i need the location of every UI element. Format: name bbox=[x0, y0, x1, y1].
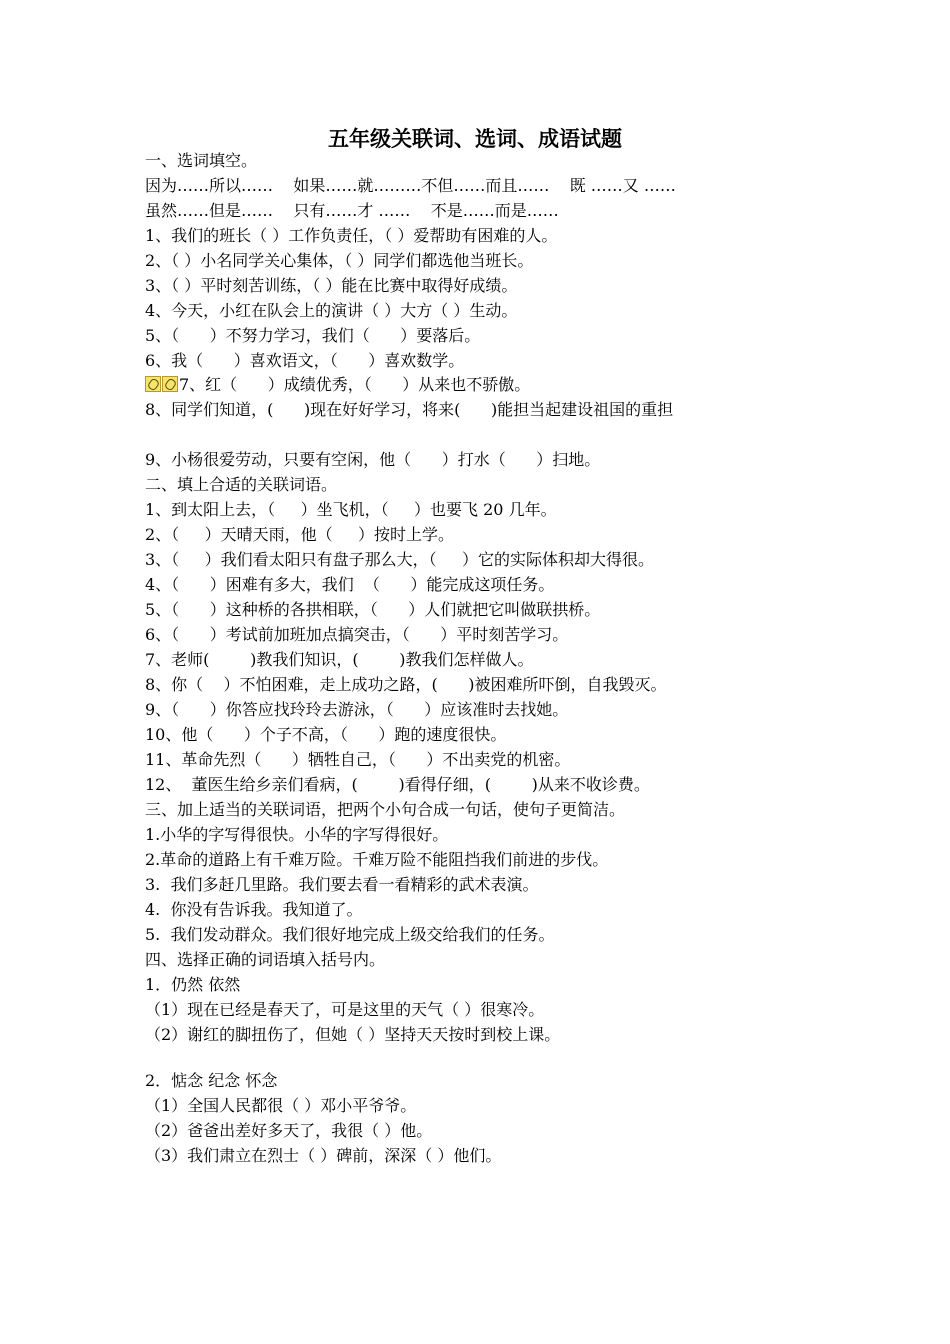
question-line bbox=[145, 374, 530, 396]
question-line: 12、 董医生给乡亲们看病，( )看得仔细，( )从来不收诊费。 bbox=[145, 775, 650, 794]
page-title: 五年级关联词、选词、成语试题 bbox=[328, 127, 622, 151]
question-line: 10、他（ ）个子不高，（ ）跑的速度很快。 bbox=[145, 725, 507, 744]
question-line: 11、革命先烈（ ）牺牲自己，（ ）不出卖党的机密。 bbox=[145, 750, 571, 769]
question-line: 4、今天，小红在队会上的演讲（ ）大方（ ）生动。 bbox=[145, 301, 518, 320]
question-line: 2.革命的道路上有千难万险。千难万险不能阻挡我们前进的步伐。 bbox=[145, 850, 609, 869]
question-line: 2、（ ）小名同学关心集体，（ ）同学们都选他当班长。 bbox=[145, 251, 534, 270]
word-choices: 1．仍然 依然 bbox=[145, 975, 241, 994]
question-line: 8、你（ ）不怕困难，走上成功之路，( )被困难所吓倒，自我毁灭。 bbox=[145, 675, 667, 694]
word-choices: 2．惦念 纪念 怀念 bbox=[145, 1071, 278, 1090]
question-line: 8、同学们知道，( )现在好好学习，将来( )能担当起建设祖国的重担 bbox=[145, 400, 674, 419]
section-heading: 三、加上适当的关联词语，把两个小句合成一句话，使句子更简洁。 bbox=[145, 800, 626, 819]
question-line: 7、老师( )教我们知识，( )教我们怎样做人。 bbox=[145, 650, 534, 669]
paperclip-icon bbox=[162, 376, 178, 392]
question-line: 6、（ ）考试前加班加点搞突击，（ ）平时刻苦学习。 bbox=[145, 625, 569, 644]
question-line: 1、我们的班长（ ）工作负责任，（ ）爱帮助有困难的人。 bbox=[145, 226, 558, 245]
question-line: 1、到太阳上去，（ ）坐飞机，（ ）也要飞 20 几年。 bbox=[145, 500, 557, 519]
question-line: 9、小杨很爱劳动，只要有空闲，他（ ）打水（ ）扫地。 bbox=[145, 450, 601, 469]
question-line: （1）全国人民都很（ ）邓小平爷爷。 bbox=[145, 1096, 417, 1115]
paperclip-icon bbox=[145, 376, 161, 392]
word-choices: 因为……所以…… 如果……就………不但……而且…… 既 ……又 …… bbox=[145, 176, 676, 195]
section-heading: 四、选择正确的词语填入括号内。 bbox=[145, 950, 386, 969]
question-text: 7、红（ ）成绩优秀，（ ）从来也不骄傲。 bbox=[179, 375, 531, 394]
question-line: 3、（ ）我们看太阳只有盘子那么大，（ ）它的实际体积却大得很。 bbox=[145, 550, 655, 569]
question-line: 5、（ ）不努力学习，我们（ ）要落后。 bbox=[145, 326, 481, 345]
question-line: （3）我们肃立在烈士（ ）碑前，深深（ ）他们。 bbox=[145, 1146, 502, 1165]
question-line: 4、（ ）困难有多大，我们 （ ）能完成这项任务。 bbox=[145, 575, 555, 594]
question-line: （2）谢红的脚扭伤了，但她（ ）坚持天天按时到校上课。 bbox=[145, 1025, 561, 1044]
section-heading: 二、填上合适的关联词语。 bbox=[145, 475, 338, 494]
question-line: 6、我（ ）喜欢语文，（ ）喜欢数学。 bbox=[145, 351, 465, 370]
question-line: 2、（ ）天晴天雨，他（ ）按时上学。 bbox=[145, 525, 455, 544]
question-line: 1.小华的字写得很快。小华的字写得很好。 bbox=[145, 825, 449, 844]
question-line: （1）现在已经是春天了，可是这里的天气（ ）很寒冷。 bbox=[145, 1000, 545, 1019]
question-line: 3、（ ）平时刻苦训练，（ ）能在比赛中取得好成绩。 bbox=[145, 276, 518, 295]
question-line: 4. 你没有告诉我。我知道了。 bbox=[145, 900, 363, 919]
word-choices: 虽然……但是…… 只有……才 …… 不是……而是…… bbox=[145, 201, 559, 220]
question-line: （2）爸爸出差好多天了，我很（ ）他。 bbox=[145, 1121, 433, 1140]
question-line: 3. 我们多赶几里路。我们要去看一看精彩的武术表演。 bbox=[145, 875, 539, 894]
section-heading: 一、选词填空。 bbox=[145, 151, 258, 170]
question-line: 5. 我们发动群众。我们很好地完成上级交给我们的任务。 bbox=[145, 925, 555, 944]
question-line: 5、（ ）这种桥的各拱相联，（ ）人们就把它叫做联拱桥。 bbox=[145, 600, 601, 619]
question-line: 9、（ ）你答应找玲玲去游泳，（ ）应该准时去找她。 bbox=[145, 700, 569, 719]
